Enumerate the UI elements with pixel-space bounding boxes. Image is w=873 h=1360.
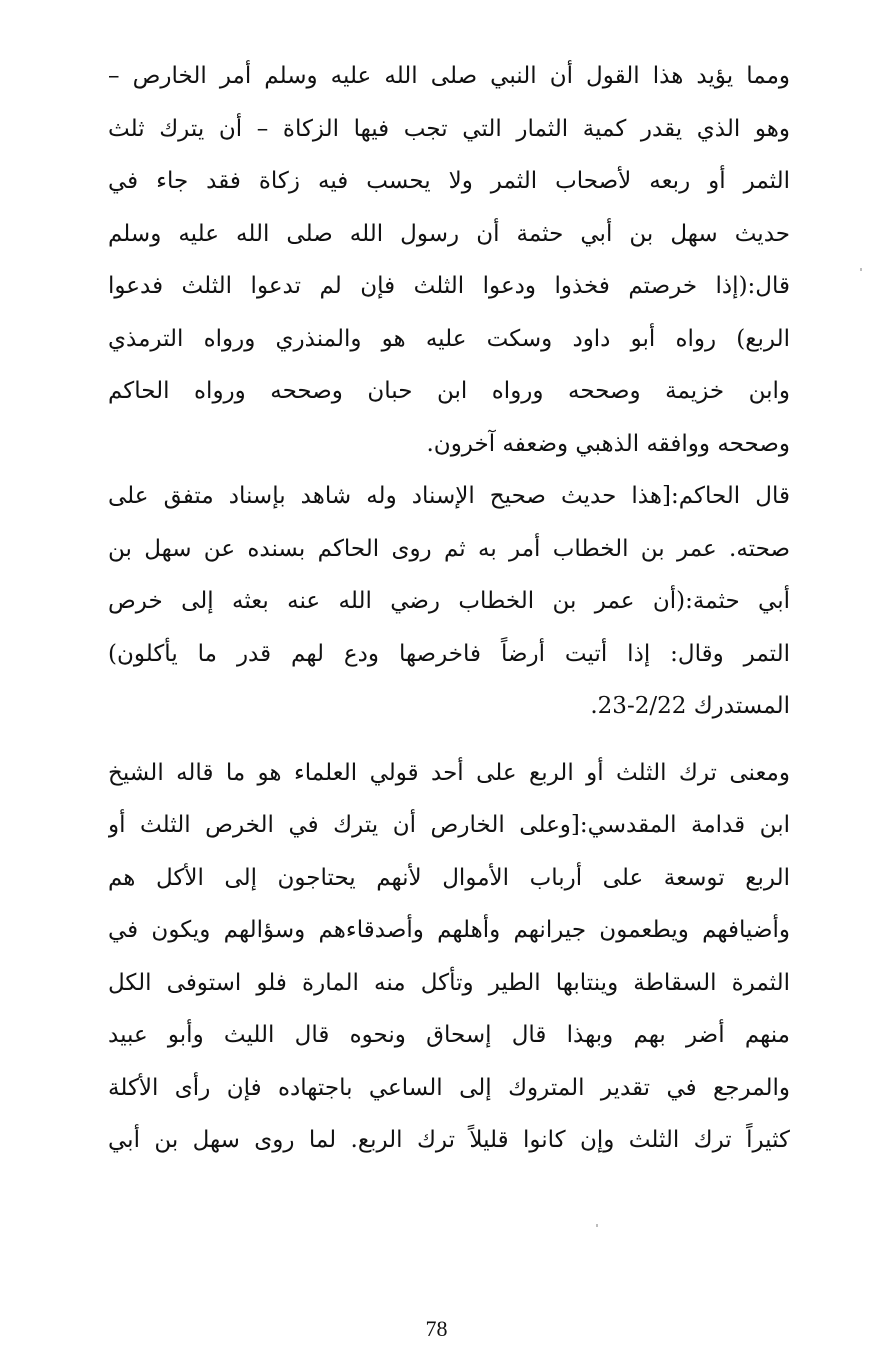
text-line: صحته. عمر بن الخطاب أمر به ثم روى الحاكم بسنده عن سهل بن [108, 535, 790, 562]
text-line: حديث سهل بن أبي حثمة أن رسول الله صلى الله عليه وسلم [108, 220, 790, 247]
page-number: 78 [425, 1316, 448, 1341]
text-line: منهم أضر بهم وبهذا قال إسحاق ونحوه قال الليث وأبو عبيد [108, 1022, 790, 1048]
text-line: أبي حثمة:(أن عمر بن الخطاب رضي الله عنه بعثه إلى خرص [108, 588, 790, 614]
text-line: الربع) رواه أبو داود وسكت عليه هو والمنذري ورواه الترمذي [108, 325, 790, 352]
text-line: كثيراً ترك الثلث وإن كانوا قليلاً ترك الربع. لما روى سهل بن أبي [108, 1127, 790, 1153]
text-line: قال:(إذا خرصتم فخذوا ودعوا الثلث فإن لم تدعوا الثلث فدعوا [108, 273, 790, 299]
text-line: الثمرة السقاطة وينتابها الطير وتأكل منه المارة فلو استوفى الكل [108, 969, 790, 996]
paragraph-spacer [108, 733, 790, 747]
text-line: وأضيافهم ويطعمون جيرانهم وأهلهم وأصدقاءهم وسؤالهم ويكون في [108, 917, 790, 943]
text-line: ومما يؤيد هذا القول أن النبي صلى الله عليه وسلم أمر الخارص – [108, 63, 790, 89]
scan-speck [860, 268, 862, 271]
text-line: ومعنى ترك الثلث أو الربع على أحد قولي العلماء هو ما قاله الشيخ [108, 759, 790, 786]
text-line: التمر وقال: إذا أتيت أرضاً فاخرصها ودع لهم قدر ما يأكلون) [108, 640, 790, 667]
text-line: وصححه ووافقه الذهبي وضعفه آخرون. [426, 430, 790, 457]
scan-speck [596, 1224, 598, 1227]
text-line: والمرجع في تقدير المتروك إلى الساعي باجتهاده فإن رأى الأكلة [108, 1074, 790, 1101]
text-line: المستدرك 2/22-23. [590, 693, 790, 719]
text-line: الثمر أو ربعه لأصحاب الثمر ولا يحسب فيه زكاة فقد جاء في [108, 168, 790, 194]
paragraph-3 [108, 747, 790, 1167]
text-line: قال الحاكم:[هذا حديث صحيح الإسناد وله شاهد بإسناد متفق على [108, 483, 790, 509]
paragraph-1 [108, 50, 790, 470]
body-text [108, 50, 790, 1167]
text-line: وهو الذي يقدر كمية الثمار التي تجب فيها الزكاة – أن يترك ثلث [108, 115, 790, 142]
text-line: الربع توسعة على أرباب الأموال لأنهم يحتاجون إلى الأكل هم [108, 864, 790, 891]
paragraph-2 [108, 470, 790, 733]
text-line: ابن قدامة المقدسي:[وعلى الخارص أن يترك في الخرص الثلث أو [108, 812, 790, 838]
text-line: وابن خزيمة وصححه ورواه ابن حبان وصححه ورواه الحاكم [108, 378, 790, 404]
